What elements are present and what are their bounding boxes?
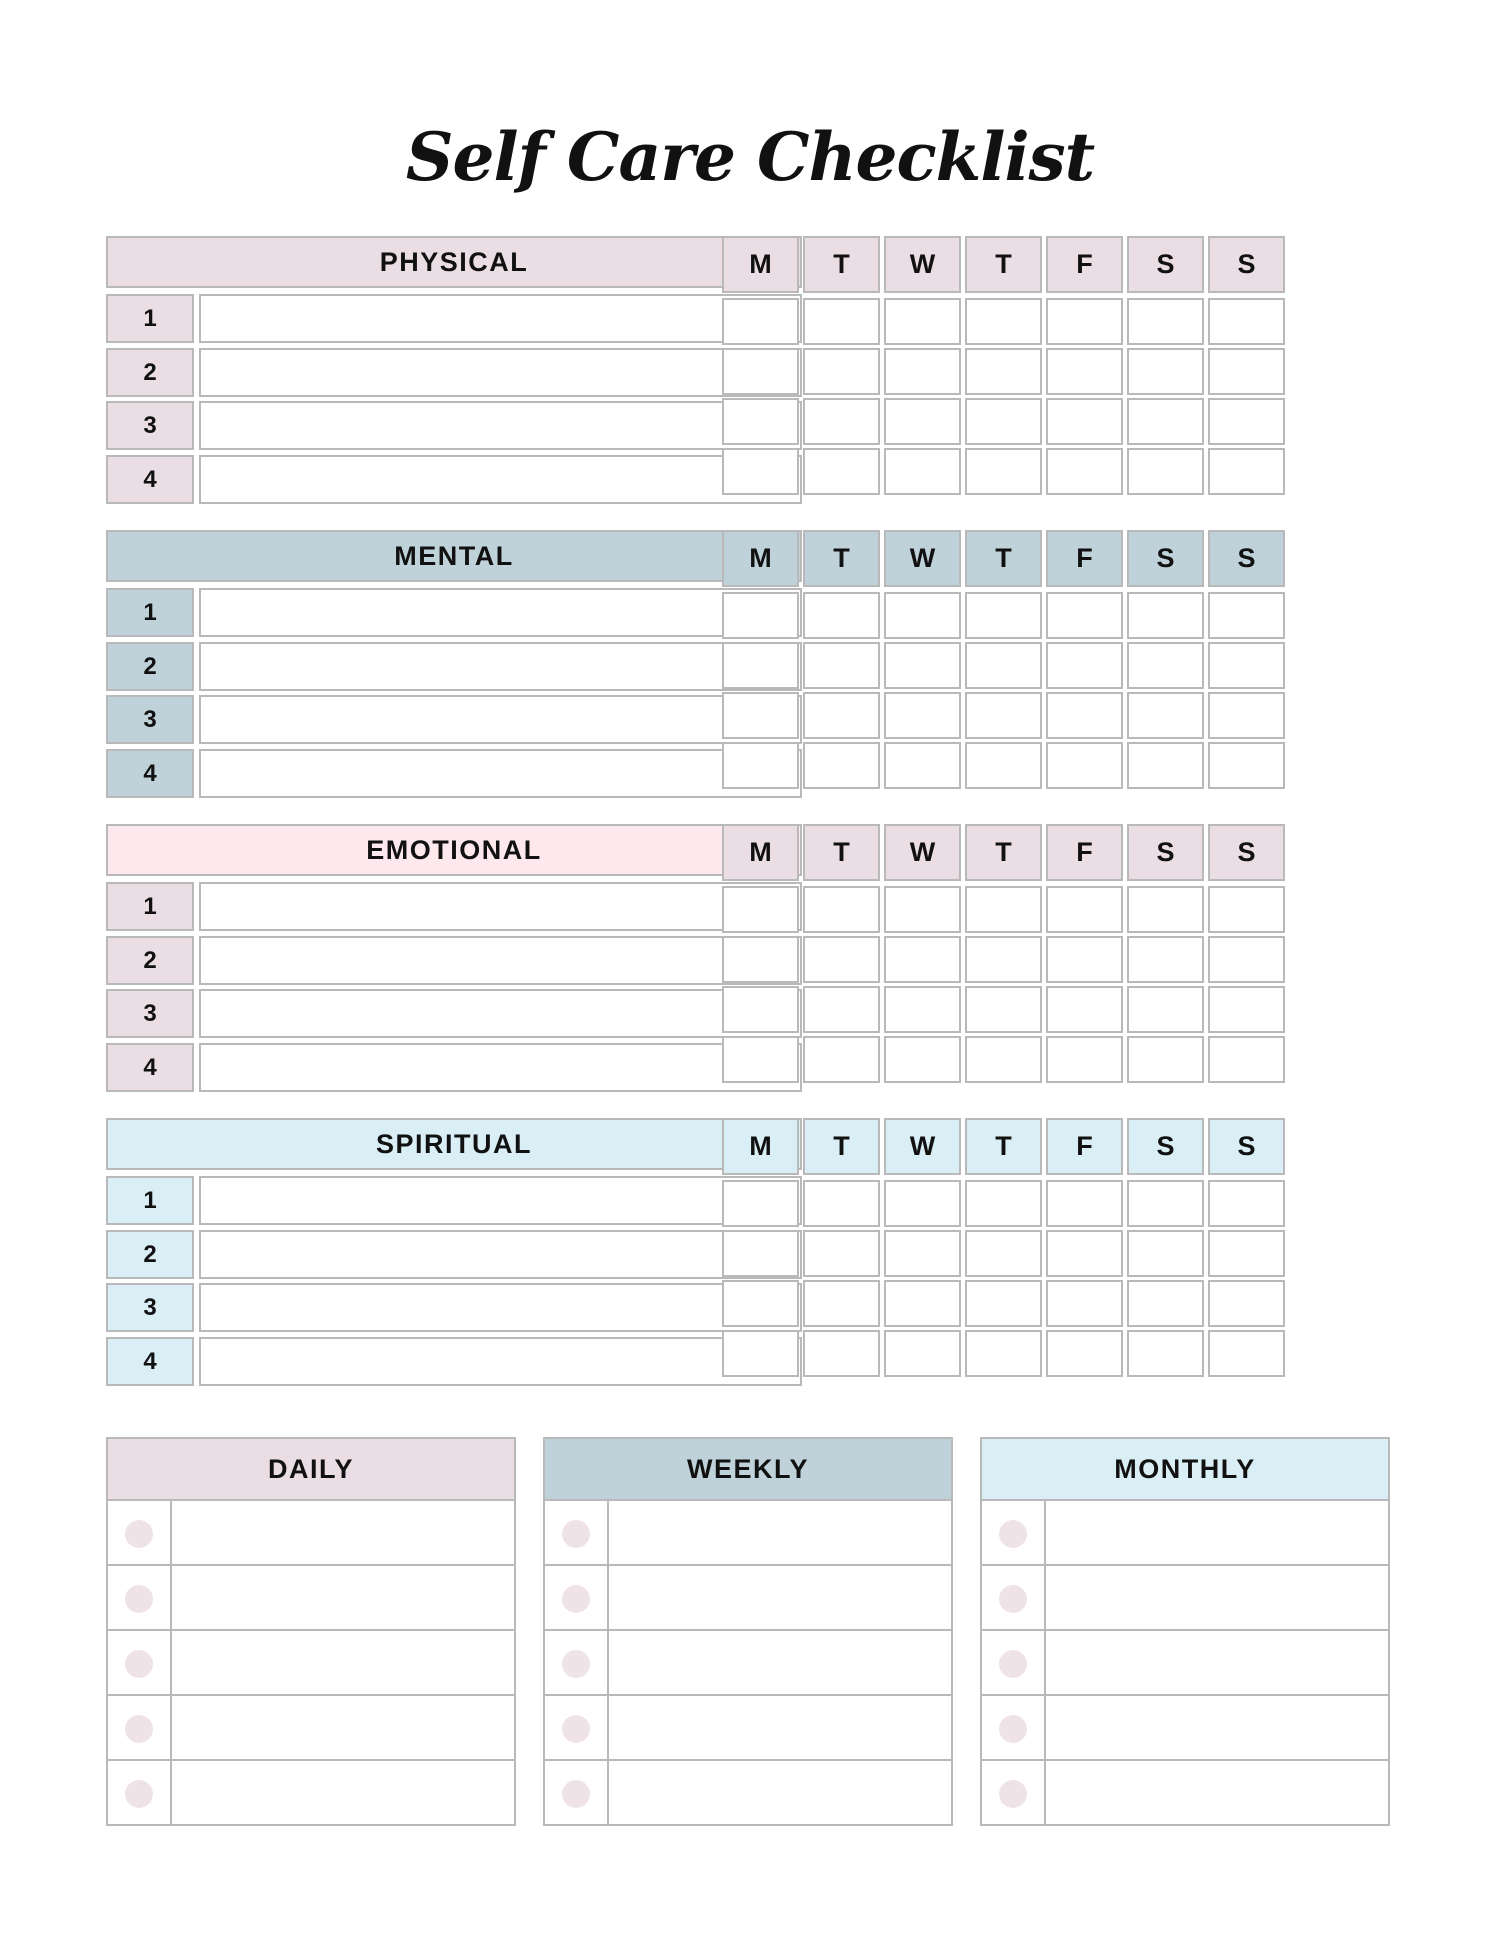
day-header: T [803,530,880,587]
day-checkbox[interactable] [1127,986,1204,1033]
day-checkbox[interactable] [1127,592,1204,639]
day-checkbox[interactable] [803,1036,880,1083]
day-checkbox[interactable] [1046,448,1123,495]
day-header: S [1208,236,1285,293]
day-header: T [965,824,1042,881]
list-item[interactable] [982,1759,1388,1826]
day-checkbox[interactable] [1127,886,1204,933]
day-checkbox[interactable] [803,886,880,933]
day-checkbox[interactable] [1208,1230,1285,1277]
day-header: F [1046,530,1123,587]
list-item[interactable] [982,1501,1388,1566]
row-number: 3 [106,695,194,744]
entry-field[interactable] [199,1337,802,1386]
checklist-row [106,294,802,343]
day-header: M [722,1118,799,1175]
day-checkbox[interactable] [884,1280,961,1327]
list-item[interactable] [982,1694,1388,1761]
day-header: T [803,1118,880,1175]
day-checkbox[interactable] [965,1280,1042,1327]
day-checkbox[interactable] [1208,592,1285,639]
day-checkbox[interactable] [965,742,1042,789]
day-header: F [1046,1118,1123,1175]
day-checkbox[interactable] [1208,448,1285,495]
day-checkbox[interactable] [965,1330,1042,1377]
day-checkbox[interactable] [1127,1036,1204,1083]
entry-field[interactable] [199,695,802,744]
day-checkbox[interactable] [1208,642,1285,689]
day-header: M [722,236,799,293]
checklist-row [106,749,802,798]
day-checkbox[interactable] [1046,592,1123,639]
section-emotional [106,824,1398,1094]
day-checkbox[interactable] [1208,1280,1285,1327]
day-checkbox[interactable] [803,936,880,983]
bullet-icon [125,1520,153,1548]
day-checkbox[interactable] [884,692,961,739]
day-header: T [803,824,880,881]
list-item[interactable] [108,1759,514,1826]
day-checkbox[interactable] [722,642,799,689]
day-checkbox[interactable] [1046,642,1123,689]
day-checkbox[interactable] [1046,692,1123,739]
list-weekly [543,1437,953,1826]
list-item[interactable] [982,1629,1388,1696]
day-header: F [1046,236,1123,293]
entry-field[interactable] [199,1043,802,1092]
section-spiritual [106,1118,1398,1388]
day-checkbox[interactable] [722,1280,799,1327]
row-number: 3 [106,401,194,450]
day-checkbox[interactable] [884,298,961,345]
day-header: S [1208,824,1285,881]
day-checkbox[interactable] [803,348,880,395]
checklist-row [106,695,802,744]
list-item[interactable] [545,1629,951,1696]
day-checkbox[interactable] [803,692,880,739]
day-checkbox[interactable] [1208,1180,1285,1227]
day-checkbox[interactable] [884,642,961,689]
entry-field[interactable] [199,588,802,637]
day-checkbox[interactable] [965,1230,1042,1277]
row-number: 4 [106,1043,194,1092]
day-header: S [1208,530,1285,587]
checklist-row [106,1176,802,1225]
day-checkbox[interactable] [1127,448,1204,495]
day-checkbox[interactable] [1208,886,1285,933]
day-checkbox[interactable] [1208,986,1285,1033]
entry-field[interactable] [199,348,802,397]
day-checkbox[interactable] [1127,1180,1204,1227]
day-checkbox[interactable] [722,592,799,639]
day-checkbox[interactable] [1046,742,1123,789]
day-checkbox[interactable] [1208,1036,1285,1083]
entry-field[interactable] [199,1283,802,1332]
day-checkbox[interactable] [884,398,961,445]
day-checkbox[interactable] [1127,936,1204,983]
section-header: MENTAL [106,530,802,582]
checklist-row [106,1043,802,1092]
day-checkbox[interactable] [1208,692,1285,739]
list-monthly [980,1437,1390,1826]
day-checkbox[interactable] [722,742,799,789]
checklist-row [106,455,802,504]
day-header: W [884,530,961,587]
entry-field[interactable] [199,882,802,931]
list-item[interactable] [108,1629,514,1696]
day-checkbox[interactable] [722,936,799,983]
day-checkbox[interactable] [884,886,961,933]
day-checkbox[interactable] [803,1330,880,1377]
day-header: S [1127,530,1204,587]
list-item[interactable] [545,1694,951,1761]
day-header: F [1046,824,1123,881]
day-checkbox[interactable] [1127,742,1204,789]
day-checkbox[interactable] [722,986,799,1033]
bullet-icon [999,1780,1027,1808]
entry-field[interactable] [199,642,802,691]
row-number: 1 [106,882,194,931]
day-checkbox[interactable] [803,448,880,495]
day-checkbox[interactable] [803,398,880,445]
row-number: 1 [106,1176,194,1225]
list-item[interactable] [545,1759,951,1826]
day-checkbox[interactable] [803,742,880,789]
bullet-icon [999,1715,1027,1743]
day-checkbox[interactable] [965,592,1042,639]
list-header: WEEKLY [545,1439,951,1501]
day-checkbox[interactable] [722,1180,799,1227]
day-checkbox[interactable] [722,1330,799,1377]
day-checkbox[interactable] [884,1180,961,1227]
day-header: T [803,236,880,293]
bullet-icon [562,1650,590,1678]
day-header: M [722,824,799,881]
row-number: 4 [106,749,194,798]
day-checkbox[interactable] [1127,1280,1204,1327]
day-header: S [1127,1118,1204,1175]
day-checkbox[interactable] [1208,348,1285,395]
day-header: S [1208,1118,1285,1175]
day-checkbox[interactable] [1046,398,1123,445]
day-checkbox[interactable] [884,592,961,639]
row-number: 4 [106,1337,194,1386]
list-item[interactable] [108,1564,514,1631]
checklist-row [106,401,802,450]
section-mental [106,530,1398,800]
bullet-icon [125,1650,153,1678]
day-checkbox[interactable] [1046,1230,1123,1277]
bullet-icon [125,1715,153,1743]
day-checkbox[interactable] [1208,936,1285,983]
day-checkbox[interactable] [965,398,1042,445]
bullet-icon [562,1520,590,1548]
bullet-icon [999,1520,1027,1548]
day-checkbox[interactable] [965,986,1042,1033]
entry-field[interactable] [199,455,802,504]
page-title: Self Care Checklist [405,118,1095,196]
day-checkbox[interactable] [1046,936,1123,983]
day-checkbox[interactable] [965,936,1042,983]
day-checkbox[interactable] [803,642,880,689]
checklist-row [106,936,802,985]
bullet-icon [125,1780,153,1808]
day-checkbox[interactable] [1127,642,1204,689]
section-header: SPIRITUAL [106,1118,802,1170]
day-checkbox[interactable] [1046,1180,1123,1227]
day-header: S [1127,824,1204,881]
entry-field[interactable] [199,989,802,1038]
row-number: 2 [106,348,194,397]
list-daily [106,1437,516,1826]
checklist-row [106,642,802,691]
entry-field[interactable] [199,749,802,798]
day-checkbox[interactable] [722,348,799,395]
day-checkbox[interactable] [1208,1330,1285,1377]
day-checkbox[interactable] [884,348,961,395]
day-header: T [965,530,1042,587]
checklist-row [106,1283,802,1332]
day-header: T [965,236,1042,293]
section-physical [106,236,1398,506]
day-checkbox[interactable] [1046,348,1123,395]
list-item[interactable] [545,1564,951,1631]
day-checkbox[interactable] [803,298,880,345]
checklist-row [106,1337,802,1386]
checklist-row [106,348,802,397]
section-header: EMOTIONAL [106,824,802,876]
day-checkbox[interactable] [1127,1330,1204,1377]
day-checkbox[interactable] [1208,398,1285,445]
day-checkbox[interactable] [803,986,880,1033]
day-checkbox[interactable] [965,1036,1042,1083]
row-number: 1 [106,588,194,637]
day-checkbox[interactable] [722,298,799,345]
day-checkbox[interactable] [965,298,1042,345]
row-number: 2 [106,1230,194,1279]
checklist-row [106,989,802,1038]
day-checkbox[interactable] [1046,1330,1123,1377]
day-header: S [1127,236,1204,293]
list-item[interactable] [108,1694,514,1761]
entry-field[interactable] [199,401,802,450]
day-header: M [722,530,799,587]
list-header: DAILY [108,1439,514,1501]
section-header: PHYSICAL [106,236,802,288]
day-checkbox[interactable] [884,1036,961,1083]
entry-field[interactable] [199,1176,802,1225]
day-checkbox[interactable] [722,1036,799,1083]
day-checkbox[interactable] [884,742,961,789]
day-header: T [965,1118,1042,1175]
checklist-row [106,588,802,637]
checklist-row [106,1230,802,1279]
day-checkbox[interactable] [1208,298,1285,345]
day-checkbox[interactable] [884,1230,961,1277]
day-checkbox[interactable] [965,1180,1042,1227]
day-checkbox[interactable] [1046,1036,1123,1083]
entry-field[interactable] [199,294,802,343]
day-checkbox[interactable] [1127,692,1204,739]
day-checkbox[interactable] [722,1230,799,1277]
day-checkbox[interactable] [1127,348,1204,395]
day-checkbox[interactable] [722,692,799,739]
day-checkbox[interactable] [1127,298,1204,345]
list-header: MONTHLY [982,1439,1388,1501]
bullet-icon [999,1650,1027,1678]
bullet-icon [999,1585,1027,1613]
day-checkbox[interactable] [1046,298,1123,345]
day-checkbox[interactable] [965,448,1042,495]
day-checkbox[interactable] [1208,742,1285,789]
day-header: W [884,1118,961,1175]
day-checkbox[interactable] [1127,1230,1204,1277]
day-checkbox[interactable] [1046,886,1123,933]
day-checkbox[interactable] [1046,986,1123,1033]
row-number: 3 [106,1283,194,1332]
day-checkbox[interactable] [965,692,1042,739]
row-number: 1 [106,294,194,343]
entry-field[interactable] [199,1230,802,1279]
row-number: 2 [106,642,194,691]
bullet-icon [562,1715,590,1743]
day-checkbox[interactable] [965,886,1042,933]
day-checkbox[interactable] [1046,1280,1123,1327]
day-header: W [884,824,961,881]
checklist-row [106,882,802,931]
day-checkbox[interactable] [965,348,1042,395]
day-checkbox[interactable] [965,642,1042,689]
day-checkbox[interactable] [884,936,961,983]
day-checkbox[interactable] [803,1280,880,1327]
day-header: W [884,236,961,293]
day-checkbox[interactable] [884,1330,961,1377]
entry-field[interactable] [199,936,802,985]
day-checkbox[interactable] [1127,398,1204,445]
bullet-icon [562,1585,590,1613]
list-item[interactable] [982,1564,1388,1631]
bullet-icon [562,1780,590,1808]
day-checkbox[interactable] [803,592,880,639]
row-number: 3 [106,989,194,1038]
day-checkbox[interactable] [884,448,961,495]
day-checkbox[interactable] [722,448,799,495]
row-number: 2 [106,936,194,985]
day-checkbox[interactable] [722,886,799,933]
day-checkbox[interactable] [803,1180,880,1227]
day-checkbox[interactable] [884,986,961,1033]
bullet-icon [125,1585,153,1613]
list-item[interactable] [108,1501,514,1566]
day-checkbox[interactable] [722,398,799,445]
row-number: 4 [106,455,194,504]
day-checkbox[interactable] [803,1230,880,1277]
list-item[interactable] [545,1501,951,1566]
